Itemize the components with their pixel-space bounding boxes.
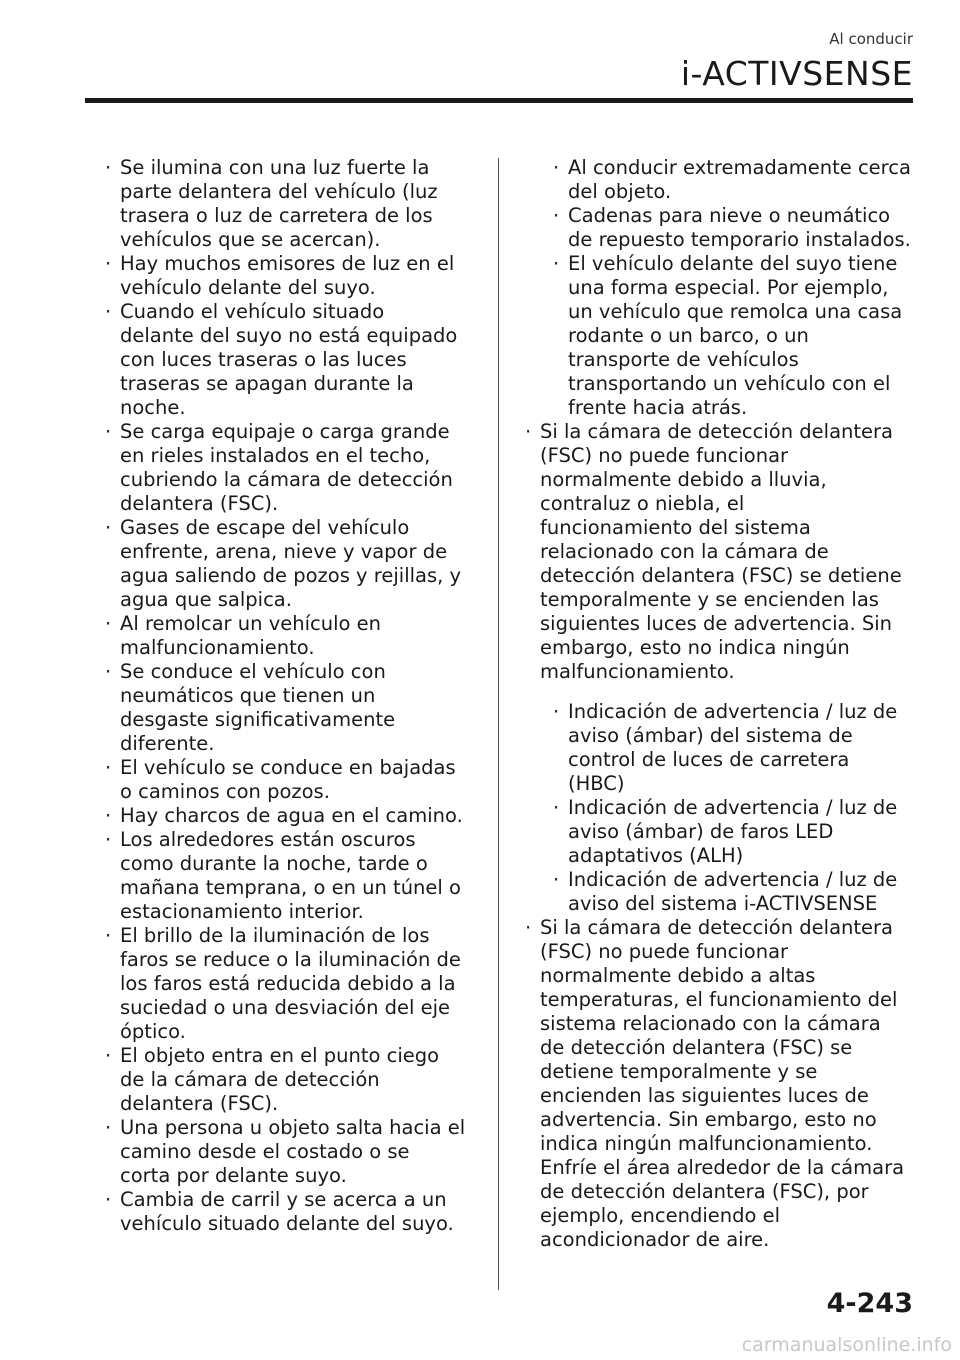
bullet-icon: · [553, 204, 560, 227]
list-item: · Una persona u objeto salta hacia el camino desde el costado o se corta por delante suyo. [105, 1116, 466, 1187]
list-item: · El vehículo se conduce en bajadas o caminos con pozos. [105, 756, 456, 803]
bullet-icon: · [105, 420, 112, 443]
list-item: · El brillo de la iluminación de los faros se reduce o la iluminación de los faros está reducida debido a la suciedad o una desviación del eje óptico. [105, 924, 461, 1043]
list-item: · Cambia de carril y se acerca a un vehículo situado delante del suyo. [105, 1188, 454, 1235]
list-item: · Gases de escape del vehículo enfrente, arena, nieve y vapor de agua saliendo de pozos y rejillas, y agua que salpica. [105, 516, 462, 611]
bullet-icon: · [105, 828, 112, 851]
bullet-icon: · [105, 516, 112, 539]
condition-list [100, 156, 478, 1236]
list-item: · Los alrededores están oscuros como durante la noche, tarde o mañana temprana, o en un túnel o estacionamiento interior. [105, 828, 461, 923]
list-item: · Hay charcos de agua en el camino. [105, 804, 463, 827]
list-item: · Se ilumina con una luz fuerte la parte delantera del vehículo (luz trasera o luz de carretera de los vehículos que se acercan). [105, 156, 438, 251]
list-item: · Si la cámara de detección delantera (FSC) no puede funcionar normalmente debido a lluvia, contraluz o niebla, el funcionamiento del sistema relacionado con la cámara de detección delantera (FSC) se detiene temporalmente y se encienden las siguientes luces de advertencia. Sin embargo, esto no indica ningún malfuncionamiento. [525, 420, 902, 683]
bullet-icon: · [105, 300, 112, 323]
bullet-icon: · [553, 700, 560, 723]
bullet-icon: · [525, 420, 532, 443]
bullet-icon: · [105, 804, 112, 827]
list-item: · Cadenas para nieve o neumático de repuesto temporario instalados. [553, 204, 911, 251]
bullet-icon: · [553, 868, 560, 891]
list-item: · Indicación de advertencia / luz de aviso del sistema i-ACTIVSENSE [553, 868, 898, 915]
list-item: · Al conducir extremadamente cerca del objeto. [553, 156, 911, 203]
list-item: · Se conduce el vehículo con neumáticos que tienen un desgaste significativamente diferente. [105, 660, 396, 755]
notice-list [520, 916, 920, 1252]
bullet-icon: · [553, 796, 560, 819]
bullet-icon: · [105, 1188, 112, 1211]
list-item: · Hay muchos emisores de luz en el vehículo delante del suyo. [105, 252, 455, 299]
bullet-icon: · [553, 156, 560, 179]
bullet-icon: · [105, 156, 112, 179]
sub-condition-list [548, 156, 920, 420]
list-item: · Se carga equipaje o carga grande en rieles instalados en el techo, cubriendo la cámara de detección delantera (FSC). [105, 420, 453, 515]
header-divider [85, 98, 913, 103]
bullet-icon: · [105, 1116, 112, 1139]
list-item: · Indicación de advertencia / luz de aviso (ámbar) de faros LED adaptativos (ALH) [553, 796, 898, 867]
list-item: · El vehículo delante del suyo tiene una forma especial. Por ejemplo, un vehículo que remolca una casa rodante o un barco, o un transporte de vehículos transportando un vehículo con el frente hacia atrás. [553, 252, 903, 419]
section-label: Al conducir [829, 30, 913, 48]
right-column [520, 156, 920, 1252]
bullet-icon: · [105, 1044, 112, 1067]
page-number: 4-243 [826, 1288, 913, 1319]
list-item: · Al remolcar un vehículo en malfuncionamiento. [105, 612, 381, 659]
list-item: · Cuando el vehículo situado delante del suyo no está equipado con luces traseras o las luces traseras se apagan durante la noche. [105, 300, 458, 419]
notice-list [520, 420, 920, 684]
warning-light-list [548, 700, 920, 916]
bullet-icon: · [105, 660, 112, 683]
bullet-icon: · [105, 924, 112, 947]
bullet-icon: · [105, 756, 112, 779]
bullet-icon: · [553, 252, 560, 275]
bullet-icon: · [525, 916, 532, 939]
list-item: · Indicación de advertencia / luz de aviso (ámbar) del sistema de control de luces de carretera (HBC) [553, 700, 898, 795]
left-column [100, 156, 478, 1236]
page-title: i-ACTIVSENSE [680, 54, 913, 93]
watermark: carmanualsonline.info [741, 1334, 952, 1356]
list-item: · Si la cámara de detección delantera (FSC) no puede funcionar normalmente debido a altas temperaturas, el funcionamiento del sistema relacionado con la cámara de detección delantera (FSC) se detiene temporalmente y se encienden las siguientes luces de advertencia. Sin embargo, esto no indica ningún malfuncionamiento. Enfríe el área alrededor de la cámara de detección delantera (FSC), por ejemplo, encendiendo el acondicionador de aire. [525, 916, 905, 1251]
list-item: · El objeto entra en el punto ciego de la cámara de detección delantera (FSC). [105, 1044, 440, 1115]
bullet-icon: · [105, 612, 112, 635]
bullet-icon: · [105, 252, 112, 275]
column-divider [498, 158, 499, 1290]
